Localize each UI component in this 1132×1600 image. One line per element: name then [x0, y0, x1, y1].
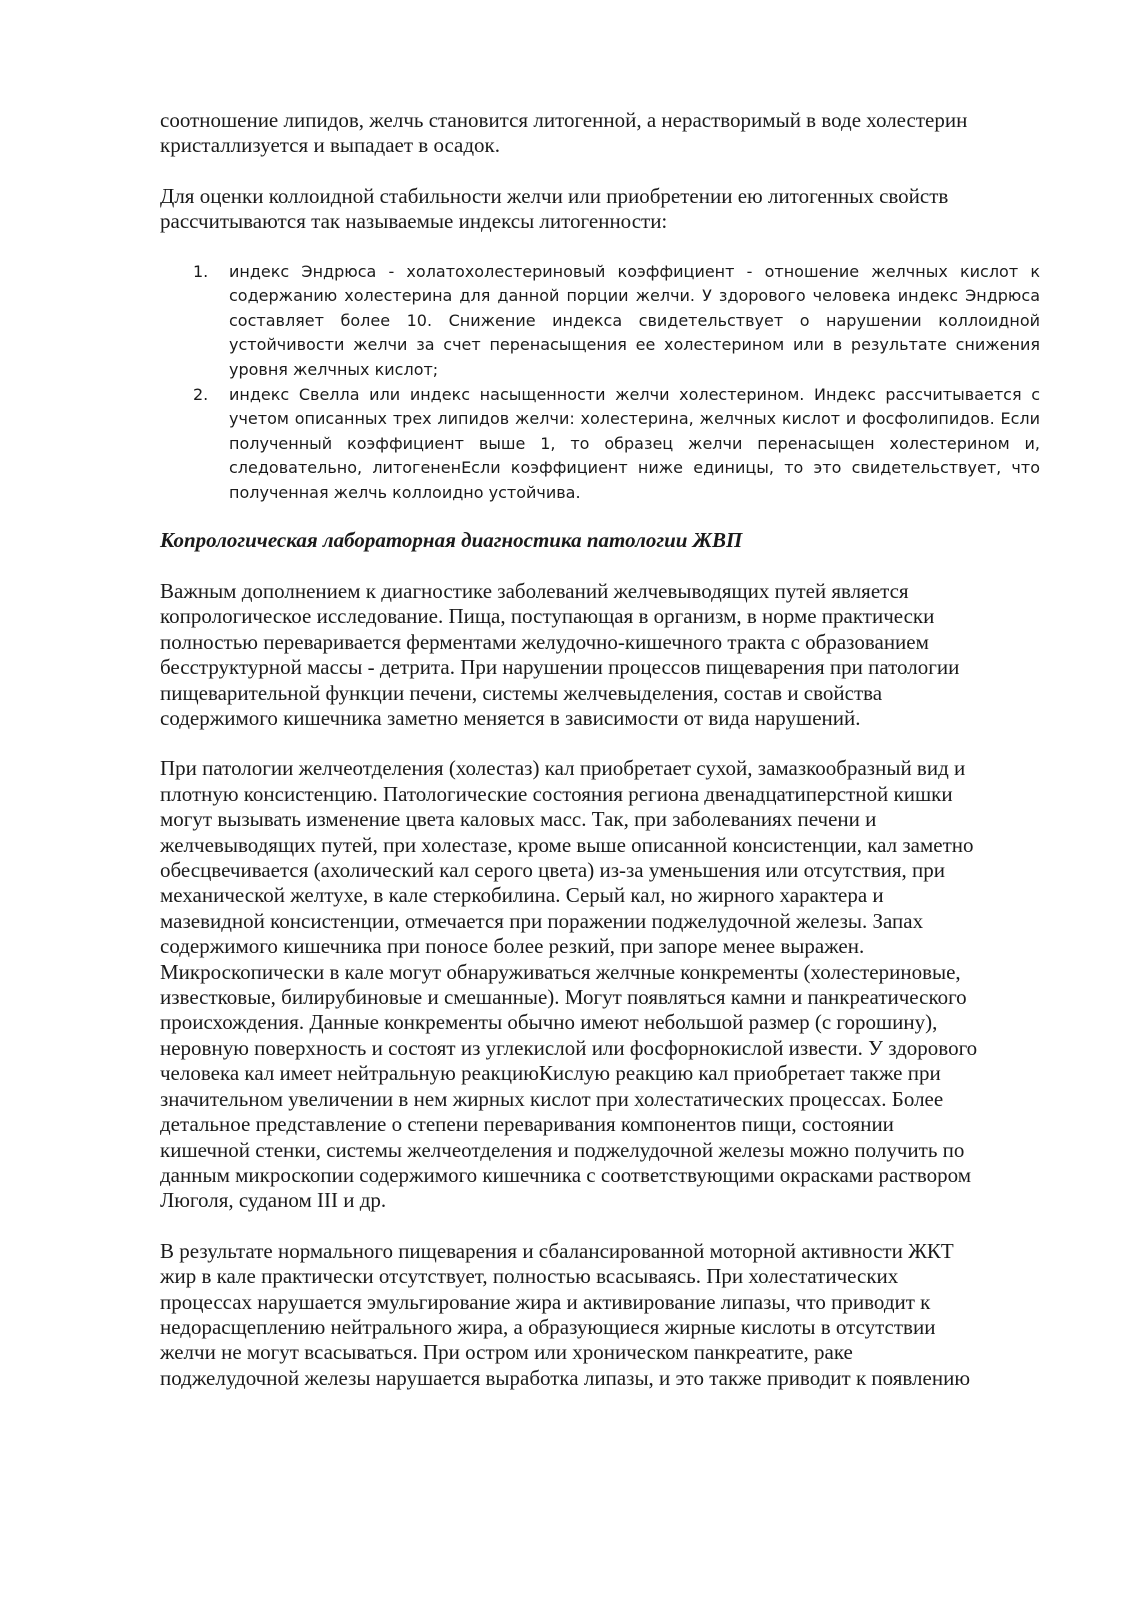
- section-heading: Копрологическая лабораторная диагностика патологии ЖВП: [160, 527, 743, 552]
- paragraph-cholestasis-feces: При патологии желчеотделения (холестаз) кал приобретает сухой, замазкообразный вид и плотную консистенцию. Патологические состояния региона двенадцатиперстной кишки могут вызывать изменение цвета каловых масс. Так, при заболеваниях печени и желчевыводящих путей, при холестазе, кроме выше описанной консистенции, кал заметно обесцвечивается (ахолический кал серого цвета) из-за уменьшения или отсутствия, при механической желтухе, в кале стеркобилина. Серый кал, но жирного характера и мазевидной консистенции, отмечается при поражении поджелудочной железы. Запах содержимого кишечника при поносе более резкий, при запоре менее выражен. Микроскопически в кале могут обнаруживаться желчные конкременты (холестериновые, известковые, билирубиновые и смешанные). Могут появляться камни и панкреатического происхождения. Данные конкременты обычно имеют небольшой размер (с горошину), неровную поверхность и состоят из углекислой или фосфорнокислой извести. У здорового человека кал имеет нейтральную реакциюКислую реакцию кал приобретает также при значительном увеличении в нем жирных кислот при холестатических процессах. Более детальное представление о степени переваривания компонентов пищи, состоянии кишечной стенки, системы желчеотделения и поджелудочной железы можно получить по данным микроскопии содержимого кишечника с соответствующими окрасками раствором Люголя, суданом III и др.: [160, 756, 978, 1213]
- paragraph-lithogenic-bile: соотношение липидов, желчь становится литогенной, а нерастворимый в воде холестерин кристаллизуется и выпадает в осадок.: [160, 108, 968, 158]
- list-item-number: 1.: [193, 261, 209, 281]
- lithogenicity-index-list: [160, 260, 1040, 506]
- list-item-number: 2.: [193, 384, 209, 404]
- list-item-text: индекс Свелла или индекс насыщенности желчи холестерином. Индекс рассчитывается с учетом описанных трех липидов желчи: холестерина, желчных кислот и фосфолипидов. Если полученный коэффициент выше 1, то образец желчи перенасыщен холестерином и, следовательно, литогененЕсли коэффициент ниже единицы, то это свидетельствует, что полученная желчь коллоидно устойчива.: [229, 384, 1040, 502]
- list-item: [160, 383, 1040, 506]
- paragraph-fat-digestion: В результате нормального пищеварения и сбалансированной моторной активности ЖКТ жир в кале практически отсутствует, полностью всасываясь. При холестатических процессах нарушается эмульгирование жира и активирование липазы, что приводит к недорасщеплению нейтрального жира, а образующиеся жирные кислоты в отсутствии желчи не могут всасываться. При остром или хроническом панкреатите, раке поджелудочной железы нарушается выработка липазы, и это также приводит к появлению: [160, 1238, 971, 1390]
- list-item: [160, 260, 1040, 383]
- document-page: [160, 108, 1040, 1391]
- paragraph-coprological-study: Важным дополнением к диагностике заболеваний желчевыводящих путей является копрологическое исследование. Пища, поступающая в организм, в норме практически полностью переваривается ферментами желудочно-кишечного тракта с образованием бесструктурной массы - детрита. При нарушении процессов пищеварения при патологии пищеварительной функции печени, системы желчевыделения, состав и свойства содержимого кишечника заметно меняется в зависимости от вида нарушений.: [160, 578, 960, 730]
- paragraph-lithogenicity-indexes: Для оценки коллоидной стабильности желчи или приобретении ею литогенных свойств рассчитываются так называемые индексы литогенности:: [160, 183, 949, 234]
- list-item-text: индекс Эндрюса - холатохолестериновый коэффициент - отношение желчных кислот к содержанию холестерина для данной порции желчи. У здорового человека индекс Эндрюса составляет более 10. Снижение индекса свидетельствует о нарушении коллоидной устойчивости желчи за счет перенасыщения ее холестерином или в результате снижения уровня желчных кислот;: [229, 261, 1040, 379]
